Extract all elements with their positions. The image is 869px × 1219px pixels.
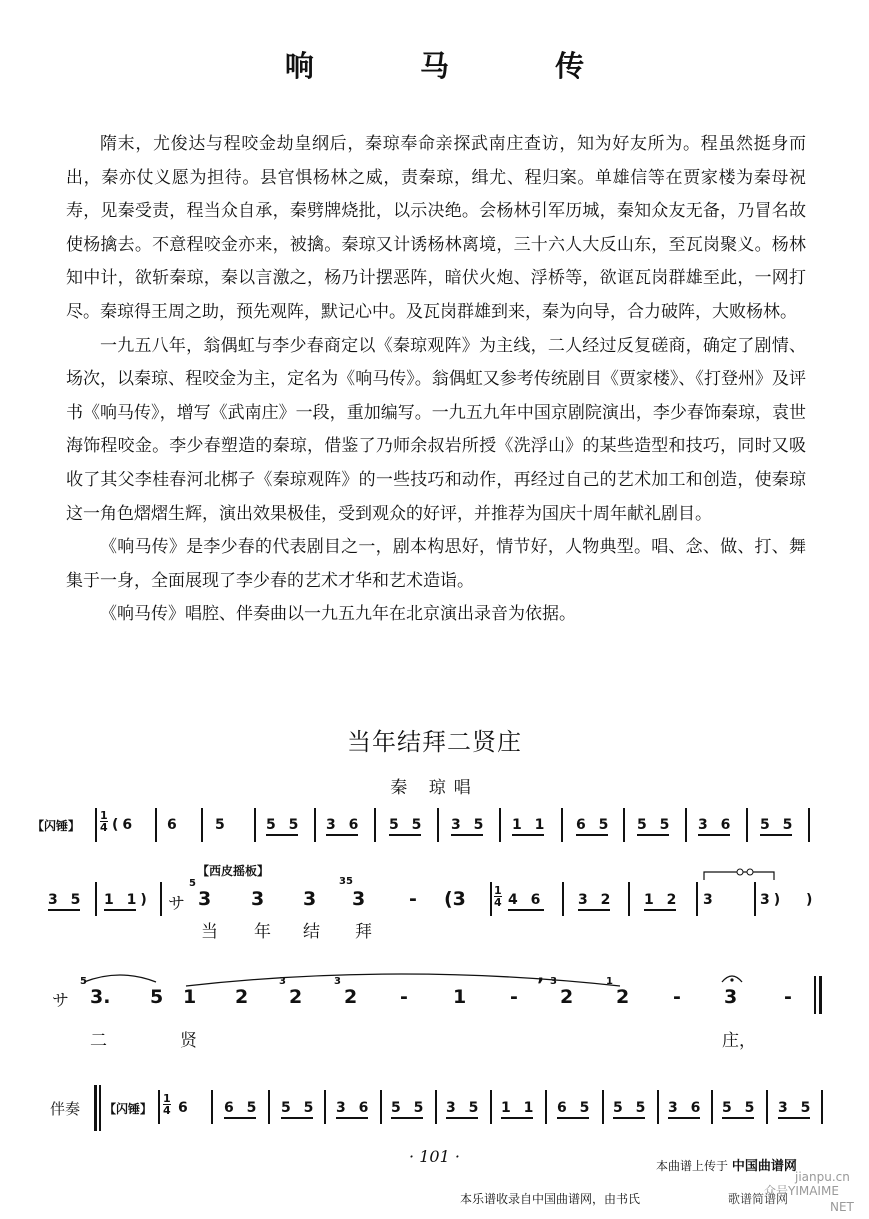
barline bbox=[746, 808, 748, 842]
underline bbox=[760, 834, 792, 836]
score-note: 3 6 bbox=[326, 817, 363, 833]
lyric-char: 结 bbox=[303, 922, 320, 942]
row4-banshi-label: 【闪锤】 bbox=[104, 1102, 153, 1116]
barline bbox=[545, 1090, 547, 1124]
score-note: 2 bbox=[235, 986, 249, 1008]
barline bbox=[374, 808, 376, 842]
barline bbox=[657, 1090, 659, 1124]
grace-note: 5 bbox=[80, 976, 87, 987]
score-note: 3) bbox=[760, 892, 785, 908]
barline bbox=[435, 1090, 437, 1124]
score-note: 5 5 bbox=[389, 817, 426, 833]
score-note: 5 5 bbox=[391, 1100, 428, 1116]
underline bbox=[778, 1117, 810, 1119]
grace-note: 3 bbox=[334, 976, 341, 987]
underline bbox=[576, 834, 608, 836]
page-number: · 101 · bbox=[409, 1147, 460, 1166]
score-note: 3 bbox=[703, 892, 717, 908]
score-note: 5 bbox=[150, 986, 164, 1008]
score-note: - bbox=[409, 888, 417, 910]
barline bbox=[623, 808, 625, 842]
song-title: 当年结拜二贤庄 bbox=[347, 728, 522, 756]
underline bbox=[637, 834, 669, 836]
watermark-wechat: 众号YIMAIME bbox=[764, 1184, 839, 1198]
barline bbox=[160, 882, 162, 916]
underline bbox=[557, 1117, 589, 1119]
barline bbox=[490, 1090, 492, 1124]
footer-right-text: 歌谱简谱网 bbox=[728, 1192, 789, 1206]
underline bbox=[512, 834, 544, 836]
barline bbox=[324, 1090, 326, 1124]
score-note: (6 bbox=[112, 817, 137, 833]
barline bbox=[314, 808, 316, 842]
score-note: 3 bbox=[251, 888, 265, 910]
barline bbox=[95, 882, 97, 916]
score-note: (3 bbox=[444, 888, 466, 910]
score-note: - bbox=[400, 986, 408, 1008]
grace-note: 3 bbox=[279, 976, 286, 987]
barline bbox=[155, 808, 157, 842]
barline bbox=[380, 1090, 382, 1124]
row1-time-signature: $\frac{1}{4}$ bbox=[100, 809, 108, 834]
score-note: 3 5 bbox=[778, 1100, 815, 1116]
grace-note: 3 bbox=[550, 976, 557, 987]
underline bbox=[266, 834, 298, 836]
score-note: 1 1) bbox=[104, 892, 151, 908]
score-note: 2 bbox=[289, 986, 303, 1008]
score-note: 5 5 bbox=[613, 1100, 650, 1116]
barline bbox=[696, 882, 698, 916]
score-note: 1 1 bbox=[501, 1100, 538, 1116]
score-note: 3. bbox=[90, 986, 111, 1008]
score-note: 5 5 bbox=[281, 1100, 318, 1116]
row2-time-signature: $\frac{1}{4}$ bbox=[494, 884, 502, 909]
score-note: 1 2 bbox=[644, 892, 681, 908]
barline bbox=[499, 808, 501, 842]
score-note: 3 5 bbox=[446, 1100, 483, 1116]
underline bbox=[578, 909, 610, 911]
underline bbox=[48, 909, 80, 911]
underline bbox=[281, 1117, 313, 1119]
underline bbox=[389, 834, 421, 836]
tie-hold-mark bbox=[700, 866, 780, 882]
score-note: 3 bbox=[352, 888, 366, 910]
intro-text bbox=[66, 128, 806, 632]
underline bbox=[501, 1117, 533, 1119]
score-note: 2 bbox=[616, 986, 630, 1008]
score-note: 3 6 bbox=[698, 817, 735, 833]
lyric-char: 庄， bbox=[722, 1031, 756, 1051]
upload-site-logo: 中国曲谱网 bbox=[731, 1159, 797, 1174]
barline bbox=[808, 808, 810, 842]
underline bbox=[224, 1117, 256, 1119]
final-barline bbox=[819, 976, 822, 1014]
underline bbox=[104, 909, 136, 911]
barline bbox=[814, 976, 816, 1014]
underline bbox=[613, 1117, 645, 1119]
barline bbox=[95, 808, 97, 842]
barline bbox=[490, 882, 492, 916]
underline bbox=[668, 1117, 700, 1119]
barline bbox=[158, 1090, 160, 1124]
score-note: 1 bbox=[453, 986, 467, 1008]
upload-note-text: 本曲谱上传于 bbox=[656, 1159, 729, 1173]
barline bbox=[211, 1090, 213, 1124]
underline bbox=[336, 1117, 368, 1119]
score-note: - bbox=[673, 986, 681, 1008]
score-note: 3 6 bbox=[336, 1100, 373, 1116]
score-note: 6 bbox=[167, 817, 181, 833]
row4-time-signature: $\frac{1}{4}$ bbox=[163, 1092, 171, 1117]
score-note: 3 5 bbox=[451, 817, 488, 833]
score-note: 3 bbox=[303, 888, 317, 910]
lyric-char: 拜 bbox=[355, 922, 372, 942]
score-note: 6 5 bbox=[576, 817, 613, 833]
score-note: 3 bbox=[724, 986, 738, 1008]
underline bbox=[451, 834, 483, 836]
footer-text: 本乐谱收录自中国曲谱网，由书氏 bbox=[460, 1192, 641, 1206]
intro-paragraph-1: 隋末，尤俊达与程咬金劫皇纲后，秦琼奉命亲探武南庄查访，知为好友所为。程虽然挺身而出，秦亦仗义愿为担待。县官惧杨林之威，责秦琼，缉尤、程归案。单雄信等在贾家楼为秦母祝寿，见秦受责，程当众自承，秦劈牌烧批，以示决绝。会杨林引军历城，秦知众友无备，乃冒名故使杨擒去。不意程咬金亦来，被擒。秦琼又计诱杨林离境，三十六人大反山东，至瓦岗聚义。杨林知中计，欲斩秦琼，秦以言激之，杨乃计摆恶阵，暗伏火炮、浮桥等，欲诓瓦岗群雄至此，一网打尽。秦琼得王周之助，预先观阵，默记心中。及瓦岗群雄到来，秦为向导，合力破阵，大败杨林。 bbox=[66, 134, 806, 322]
barline bbox=[562, 882, 564, 916]
accompaniment-label: 伴奏 bbox=[50, 1100, 81, 1118]
score-note: 5 5 bbox=[637, 817, 674, 833]
row2-banshi-label: 【西皮摇板】 bbox=[197, 864, 270, 878]
barline bbox=[628, 882, 630, 916]
barline bbox=[201, 808, 203, 842]
score-note: 4 6 bbox=[508, 892, 545, 908]
barline bbox=[268, 1090, 270, 1124]
fermata-mark bbox=[720, 970, 744, 984]
row1-banshi-label: 【闪锤】 bbox=[32, 819, 81, 833]
lyric-char: 二 bbox=[90, 1031, 107, 1051]
barline bbox=[561, 808, 563, 842]
lyric-char: 年 bbox=[254, 922, 271, 942]
breath-mark: ’ bbox=[537, 974, 545, 996]
score-note: 1 bbox=[183, 986, 197, 1008]
barline bbox=[821, 1090, 823, 1124]
score-note: - bbox=[510, 986, 518, 1008]
barline bbox=[754, 882, 756, 916]
score-note: 2 bbox=[344, 986, 358, 1008]
barline bbox=[711, 1090, 713, 1124]
barline bbox=[437, 808, 439, 842]
score-note: 3 6 bbox=[668, 1100, 705, 1116]
system-bracket bbox=[94, 1085, 97, 1131]
score-note: - bbox=[784, 986, 792, 1008]
underline bbox=[698, 834, 730, 836]
score-note: 6 bbox=[178, 1100, 192, 1116]
song-singer: 秦 琼唱 bbox=[390, 778, 479, 798]
score-note: 5 5 bbox=[266, 817, 303, 833]
score-note: 6 5 bbox=[224, 1100, 261, 1116]
score-note: 3 bbox=[198, 888, 212, 910]
sanban-mark: サ bbox=[52, 991, 69, 1011]
sanban-mark: サ bbox=[168, 894, 185, 914]
barline bbox=[685, 808, 687, 842]
grace-note: 1 bbox=[606, 976, 613, 987]
barline bbox=[766, 1090, 768, 1124]
intro-paragraph-2: 一九五八年，翁偶虹与李少春商定以《秦琼观阵》为主线，二人经过反复磋商，确定了剧情、场次，以秦琼、程咬金为主，定名为《响马传》。翁偶虹又参考传统剧目《贾家楼》、《打登州》及评书《响马传》，增写《武南庄》一段，重加编写。一九五九年中国京剧院演出，李少春饰秦琼，袁世海饰程咬金。李少春塑造的秦琼，借鉴了乃师余叔岩所授《洗浮山》的某些造型和技巧，同时又吸收了其父李桂春河北梆子《秦琼观阵》的一些技巧和动作，再经过自己的艺术加工和创造，使秦琼这一角色熠熠生辉，演出效果极佳，受到观众的好评，并推荐为国庆十周年献礼剧目。 bbox=[66, 335, 806, 524]
underline bbox=[446, 1117, 478, 1119]
watermark-net: NET bbox=[830, 1200, 854, 1214]
score-note: 3 2 bbox=[578, 892, 615, 908]
score-note: 1 1 bbox=[512, 817, 549, 833]
score-note: 5 5 bbox=[760, 817, 797, 833]
intro-paragraph-3: 《响马传》是李少春的代表剧目之一，剧本构思好，情节好，人物典型。唱、念、做、打、舞集于一身，全面展现了李少春的艺术才华和艺术造诣。 bbox=[66, 537, 806, 591]
barline bbox=[99, 1085, 101, 1131]
underline bbox=[391, 1117, 423, 1119]
intro-paragraph-4: 《响马传》唱腔、伴奏曲以一九五九年在北京演出录音为依据。 bbox=[100, 604, 576, 625]
score-note: 2 bbox=[560, 986, 574, 1008]
lyric-char: 贤 bbox=[180, 1031, 197, 1051]
watermark-jianpu: jianpu.cn bbox=[795, 1170, 850, 1184]
grace-note: 5 bbox=[189, 878, 196, 889]
score-note: 6 5 bbox=[557, 1100, 594, 1116]
underline bbox=[644, 909, 676, 911]
barline bbox=[254, 808, 256, 842]
grace-note: 35 bbox=[339, 876, 353, 887]
underline bbox=[326, 834, 358, 836]
score-note: 5 bbox=[215, 817, 229, 833]
upload-note bbox=[656, 1155, 797, 1174]
page-title: 响 马 传 bbox=[284, 49, 633, 83]
lyric-char: 当 bbox=[201, 922, 218, 942]
underline bbox=[508, 909, 544, 911]
score-note: 5 5 bbox=[722, 1100, 759, 1116]
underline bbox=[722, 1117, 754, 1119]
close-paren: ) bbox=[806, 892, 817, 908]
barline bbox=[602, 1090, 604, 1124]
score-note: 3 5 bbox=[48, 892, 85, 908]
